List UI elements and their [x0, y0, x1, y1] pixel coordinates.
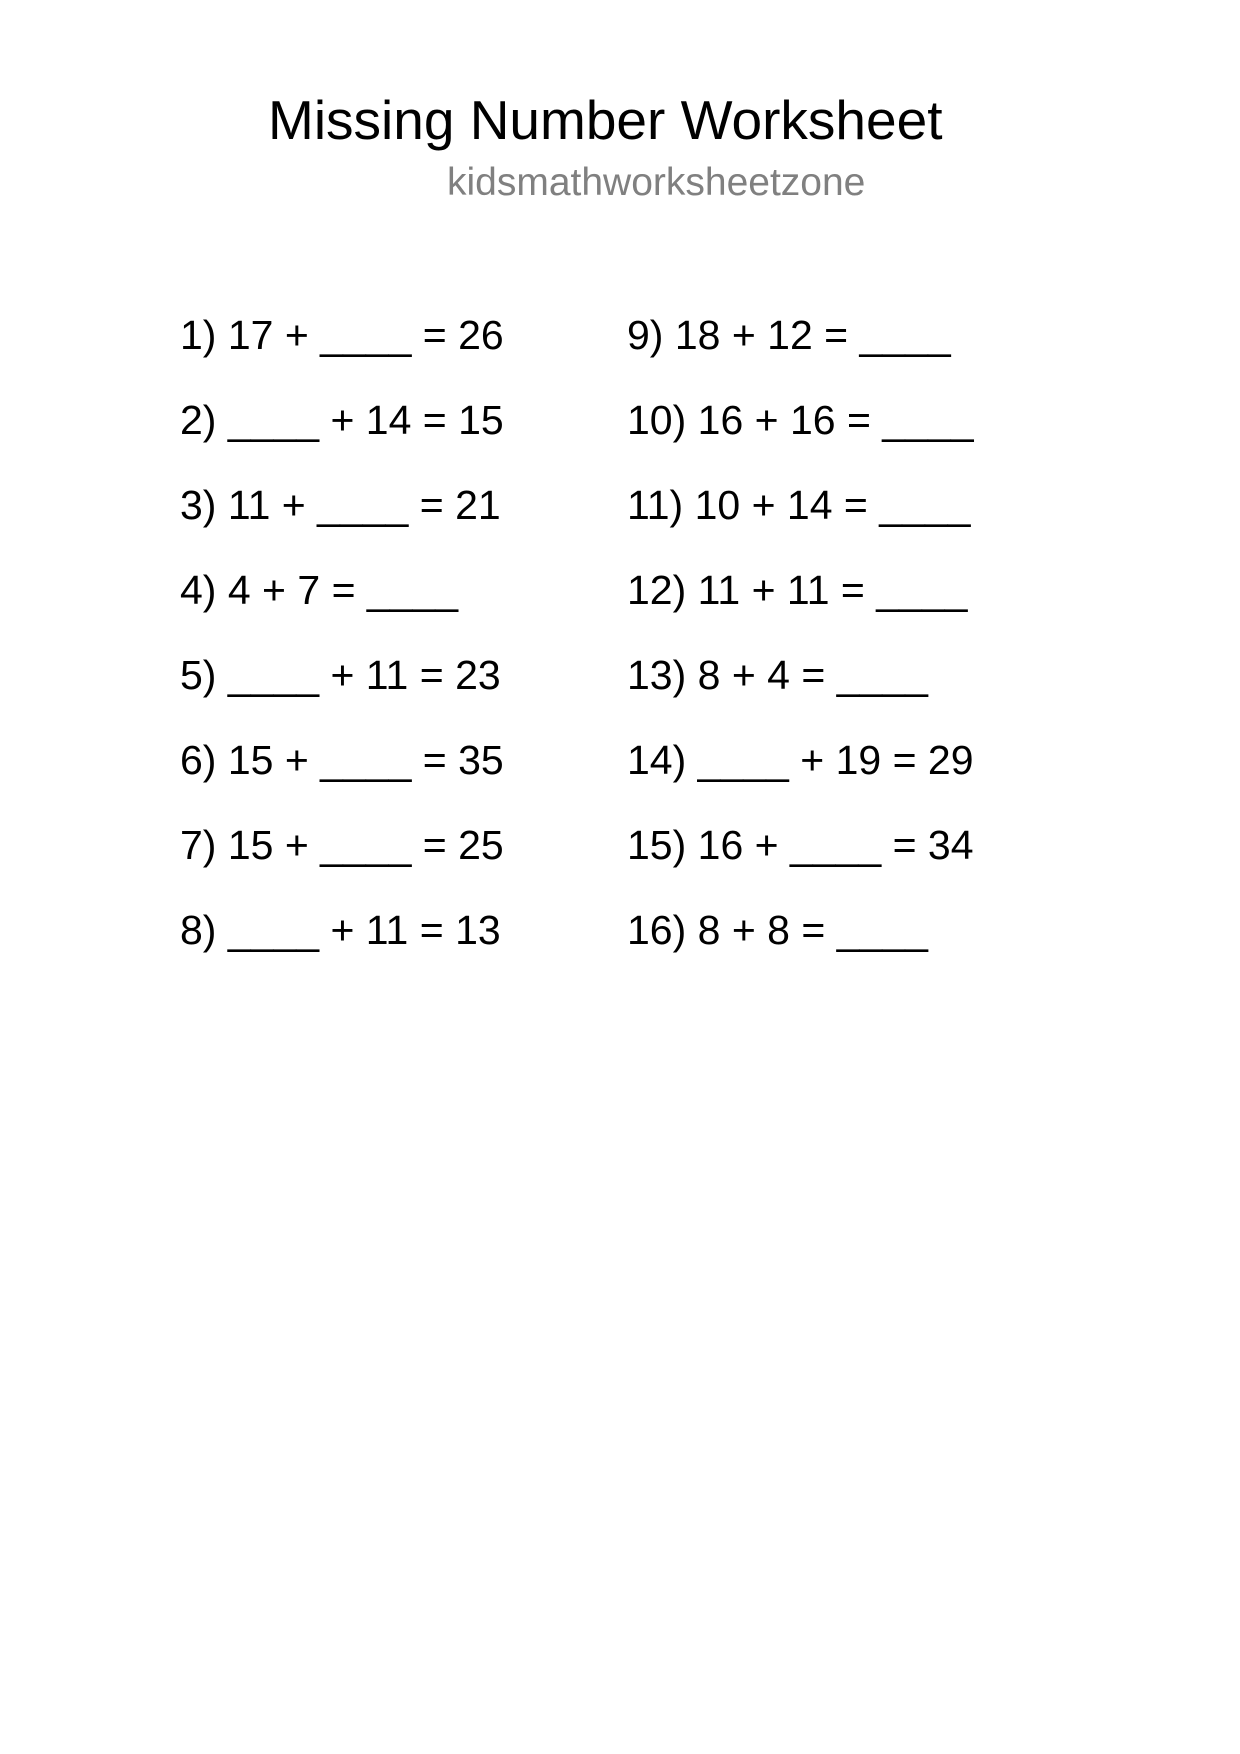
problem-2 — [180, 395, 504, 480]
problem-text: 10) 16 + 16 = ____ — [627, 397, 974, 443]
problem-8 — [180, 905, 504, 990]
problem-text: 7) 15 + ____ = 25 — [180, 822, 504, 868]
problem-11 — [627, 480, 974, 565]
problem-text: 13) 8 + 4 = ____ — [627, 652, 928, 698]
site-name: kidsmathworksheetzone — [447, 161, 866, 204]
problem-text: 2) ____ + 14 = 15 — [180, 397, 504, 443]
problem-10 — [627, 395, 974, 480]
problem-12 — [627, 565, 974, 650]
problem-text: 1) 17 + ____ = 26 — [180, 312, 504, 358]
problem-text: 6) 15 + ____ = 35 — [180, 737, 504, 783]
problem-6 — [180, 735, 504, 820]
problem-13 — [627, 650, 974, 735]
problem-1 — [180, 310, 504, 395]
problems-right-column — [627, 310, 974, 990]
problem-5 — [180, 650, 504, 735]
problem-15 — [627, 820, 974, 905]
problem-text: 12) 11 + 11 = ____ — [627, 567, 968, 613]
problem-text: 11) 10 + 14 = ____ — [627, 482, 971, 528]
problem-text: 5) ____ + 11 = 23 — [180, 652, 501, 698]
problem-text: 4) 4 + 7 = ____ — [180, 567, 459, 613]
problem-4 — [180, 565, 504, 650]
problem-text: 8) ____ + 11 = 13 — [180, 907, 501, 953]
problem-text: 16) 8 + 8 = ____ — [627, 907, 928, 953]
problem-text: 14) ____ + 19 = 29 — [627, 737, 974, 783]
problem-14 — [627, 735, 974, 820]
problem-text: 9) 18 + 12 = ____ — [627, 312, 951, 358]
problems-left-column — [180, 310, 504, 990]
problem-text: 15) 16 + ____ = 34 — [627, 822, 974, 868]
problem-16 — [627, 905, 974, 990]
problem-7 — [180, 820, 504, 905]
problem-text: 3) 11 + ____ = 21 — [180, 482, 501, 528]
problem-9 — [627, 310, 974, 395]
problem-3 — [180, 480, 504, 565]
page-title: Missing Number Worksheet — [268, 89, 943, 151]
